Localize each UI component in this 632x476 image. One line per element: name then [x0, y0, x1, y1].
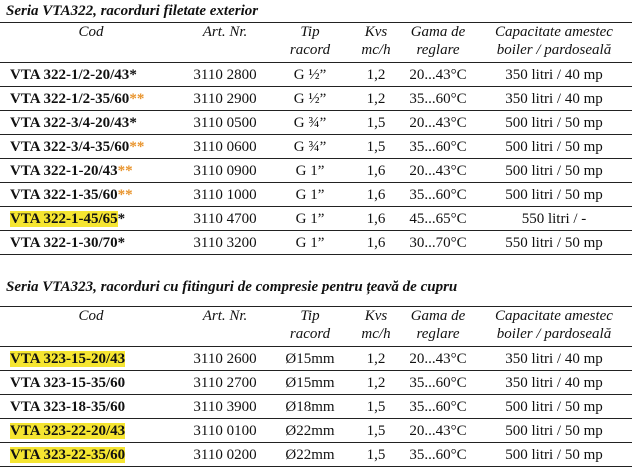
cell-tip: G 1” [268, 207, 352, 231]
header-gama-line2: reglare [416, 326, 460, 342]
cell-kvs: 1,5 [352, 111, 400, 135]
cell-cap: 350 litri / 40 mp [476, 63, 632, 87]
table-row [0, 443, 632, 467]
cell-code [0, 183, 182, 207]
cell-art: 3110 2900 [182, 87, 268, 111]
cell-cap: 350 litri / 40 mp [476, 371, 632, 395]
cell-tip: G ½” [268, 87, 352, 111]
cell-gama: 35...60°C [400, 395, 476, 419]
table-row [0, 111, 632, 135]
cell-gama: 20...43°C [400, 159, 476, 183]
cell-code [0, 347, 182, 371]
cell-kvs: 1,6 [352, 183, 400, 207]
cell-art: 3110 2800 [182, 63, 268, 87]
table-body [0, 347, 632, 467]
cell-tip: G ½” [268, 63, 352, 87]
code-text: VTA 322-1/2-20/43 [10, 66, 130, 83]
header-kvs-line1: Kvs [364, 24, 388, 40]
cell-gama: 45...65°C [400, 207, 476, 231]
section-title: Seria VTA322, racorduri filetate exterior [6, 3, 259, 19]
header-tip-line1: Tip [300, 308, 320, 324]
col-header-tip [268, 23, 352, 63]
col-header-art [182, 23, 268, 63]
col-header-gama [400, 23, 476, 63]
cell-code [0, 231, 182, 255]
cell-cap: 500 litri / 50 mp [476, 395, 632, 419]
cell-cap: 500 litri / 50 mp [476, 111, 632, 135]
cell-art: 3110 0500 [182, 111, 268, 135]
code-text: VTA 322-3/4-35/60 [10, 138, 130, 155]
header-cap-line2: boiler / pardoseală [496, 42, 612, 58]
cell-gama: 20...43°C [400, 419, 476, 443]
cell-tip: Ø15mm [268, 371, 352, 395]
product-table-vta323 [0, 306, 632, 467]
stars-mark: * [117, 234, 126, 251]
cell-art: 3110 0100 [182, 419, 268, 443]
cell-cap: 550 litri / - [476, 207, 632, 231]
cell-cap: 500 litri / 50 mp [476, 443, 632, 467]
header-kvs-line2: mc/h [361, 42, 391, 58]
cell-code [0, 443, 182, 467]
cell-gama: 20...43°C [400, 347, 476, 371]
header-cap-line2: boiler / pardoseală [496, 326, 612, 342]
table-header-row [0, 307, 632, 347]
code-text: VTA 323-15-35/60 [10, 374, 126, 391]
cell-cap: 500 litri / 50 mp [476, 419, 632, 443]
header-cap-line1: Capacitate amestec [495, 24, 613, 40]
cell-tip: G 1” [268, 183, 352, 207]
cell-cap: 350 litri / 40 mp [476, 347, 632, 371]
col-header-tip [268, 307, 352, 347]
cell-kvs: 1,6 [352, 207, 400, 231]
cell-tip: Ø18mm [268, 395, 352, 419]
cell-art: 3110 3900 [182, 395, 268, 419]
cell-code [0, 135, 182, 159]
col-header-kvs [352, 23, 400, 63]
code-text-highlighted: VTA 323-22-20/43 [10, 422, 126, 439]
cell-code [0, 395, 182, 419]
cell-gama: 35...60°C [400, 443, 476, 467]
cell-cap: 350 litri / 40 mp [476, 87, 632, 111]
cell-code [0, 371, 182, 395]
cell-code [0, 419, 182, 443]
cell-tip: Ø22mm [268, 443, 352, 467]
stars-mark: ** [117, 186, 133, 203]
cell-art: 3110 1000 [182, 183, 268, 207]
code-text: VTA 323-18-35/60 [10, 398, 126, 415]
cell-gama: 35...60°C [400, 371, 476, 395]
cell-kvs: 1,6 [352, 159, 400, 183]
cell-art: 3110 4700 [182, 207, 268, 231]
table-row [0, 347, 632, 371]
col-header-capacitate [476, 307, 632, 347]
col-header-gama [400, 307, 476, 347]
stars-mark: ** [129, 90, 145, 107]
cell-cap: 500 litri / 50 mp [476, 183, 632, 207]
section-vta323 [0, 276, 632, 467]
header-tip-line2: racord [289, 42, 331, 58]
col-header-art [182, 307, 268, 347]
cell-kvs: 1,5 [352, 419, 400, 443]
cell-tip: G ¾” [268, 135, 352, 159]
code-text: VTA 322-1-35/60 [10, 186, 118, 203]
col-header-cod [0, 23, 182, 63]
table-row [0, 159, 632, 183]
header-gama-line1: Gama de [410, 308, 466, 324]
cell-tip: Ø22mm [268, 419, 352, 443]
table-row [0, 231, 632, 255]
cell-kvs: 1,6 [352, 231, 400, 255]
header-cap-line1: Capacitate amestec [495, 308, 613, 324]
code-text: VTA 322-1-20/43 [10, 162, 118, 179]
stars-mark: * [129, 66, 137, 83]
header-cod-label: Cod [78, 24, 104, 40]
header-cod-label: Cod [78, 308, 104, 324]
cell-art: 3110 2600 [182, 347, 268, 371]
table-row [0, 207, 632, 231]
cell-gama: 35...60°C [400, 87, 476, 111]
cell-kvs: 1,5 [352, 395, 400, 419]
cell-tip: Ø15mm [268, 347, 352, 371]
table-header-row [0, 23, 632, 63]
product-table-vta322 [0, 22, 632, 255]
header-tip-line1: Tip [300, 24, 320, 40]
table-row [0, 419, 632, 443]
cell-gama: 35...60°C [400, 135, 476, 159]
cell-kvs: 1,2 [352, 347, 400, 371]
header-kvs-line2: mc/h [361, 326, 391, 342]
col-header-capacitate [476, 23, 632, 63]
cell-kvs: 1,2 [352, 63, 400, 87]
cell-gama: 30...70°C [400, 231, 476, 255]
code-text-highlighted: VTA 323-15-20/43 [10, 350, 126, 367]
cell-tip: G ¾” [268, 111, 352, 135]
cell-art: 3110 0600 [182, 135, 268, 159]
cell-kvs: 1,5 [352, 443, 400, 467]
table-row [0, 395, 632, 419]
code-text: VTA 322-1/2-35/60 [10, 90, 130, 107]
cell-cap: 500 litri / 50 mp [476, 135, 632, 159]
cell-kvs: 1,5 [352, 135, 400, 159]
cell-cap: 500 litri / 50 mp [476, 159, 632, 183]
col-header-cod [0, 307, 182, 347]
cell-kvs: 1,2 [352, 87, 400, 111]
cell-art: 3110 0200 [182, 443, 268, 467]
table-row [0, 183, 632, 207]
header-kvs-line1: Kvs [364, 308, 388, 324]
cell-code [0, 207, 182, 231]
header-gama-line2: reglare [416, 42, 460, 58]
stars-mark: ** [129, 138, 145, 155]
cell-gama: 20...43°C [400, 111, 476, 135]
header-art-label: Art. Nr. [202, 308, 248, 324]
header-gama-line1: Gama de [410, 24, 466, 40]
cell-gama: 35...60°C [400, 183, 476, 207]
code-text: VTA 322-1-30/70 [10, 234, 118, 251]
table-row [0, 135, 632, 159]
header-art-label: Art. Nr. [202, 24, 248, 40]
table-row [0, 371, 632, 395]
cell-code [0, 111, 182, 135]
cell-code [0, 159, 182, 183]
cell-art: 3110 3200 [182, 231, 268, 255]
section-title: Seria VTA323, racorduri cu fitinguri de compresie pentru țeavă de cupru [6, 279, 458, 295]
code-text-highlighted: VTA 322-1-45/65 [10, 210, 118, 227]
table-body [0, 63, 632, 255]
stars-mark: * [129, 114, 137, 131]
col-header-kvs [352, 307, 400, 347]
cell-code [0, 87, 182, 111]
cell-art: 3110 0900 [182, 159, 268, 183]
stars-mark: * [117, 210, 126, 227]
cell-tip: G 1” [268, 231, 352, 255]
code-text: VTA 322-3/4-20/43 [10, 114, 130, 131]
table-row [0, 63, 632, 87]
cell-kvs: 1,2 [352, 371, 400, 395]
header-tip-line2: racord [289, 326, 331, 342]
stars-mark: ** [117, 162, 133, 179]
cell-art: 3110 2700 [182, 371, 268, 395]
cell-tip: G 1” [268, 159, 352, 183]
cell-gama: 20...43°C [400, 63, 476, 87]
code-text-highlighted: VTA 323-22-35/60 [10, 446, 126, 463]
cell-code [0, 63, 182, 87]
cell-cap: 550 litri / 50 mp [476, 231, 632, 255]
table-row [0, 87, 632, 111]
